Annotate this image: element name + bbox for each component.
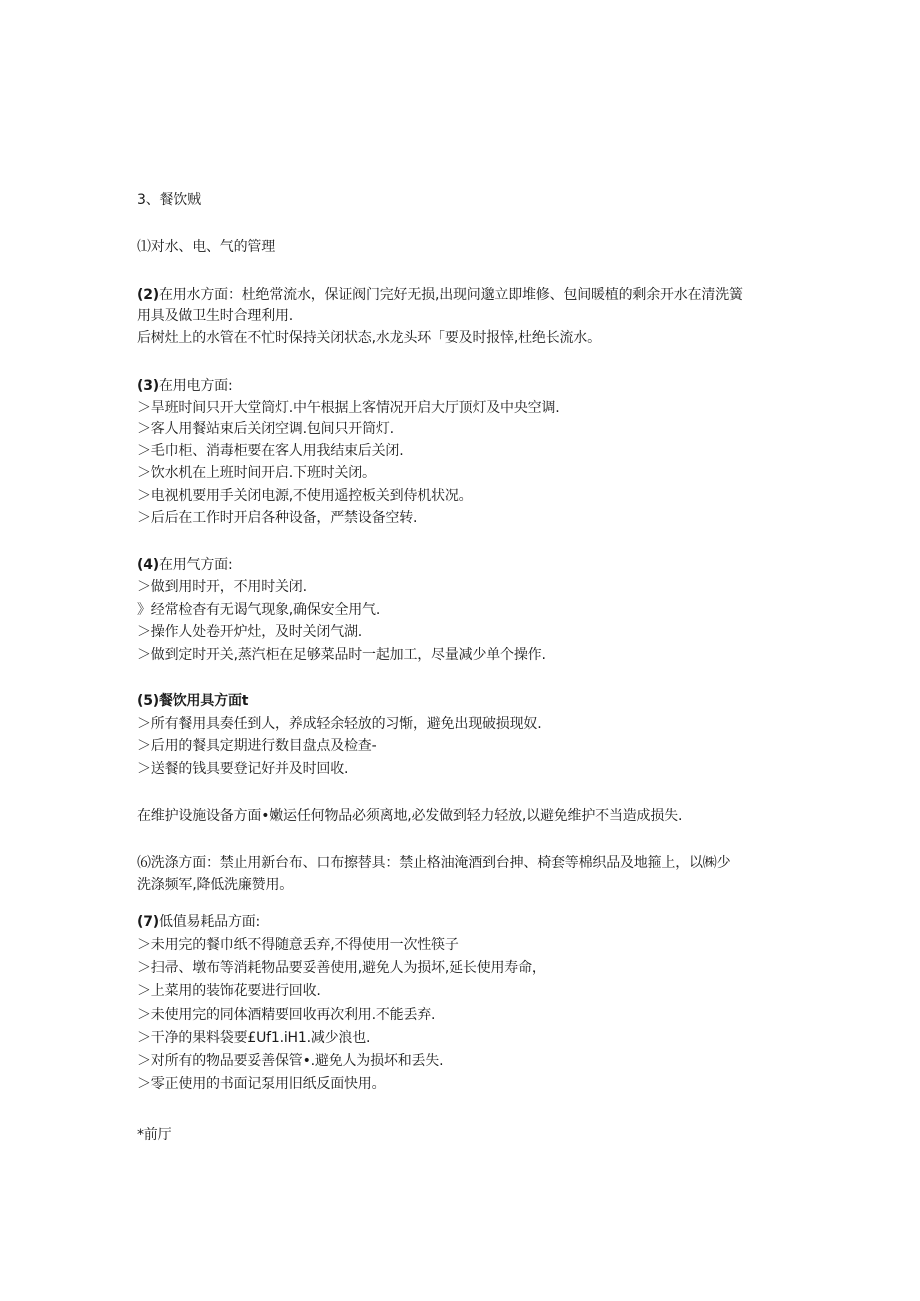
section-6-line-2: 洗涤频军,降低洗廉赞用。 [137,877,294,893]
list-item: ＞后后在工作时开启各种设备，严禁设备空转. [137,510,418,526]
section-6-line-1: ⑹洗涤方面：禁止用新台布、口布擦替具：禁止格油淹酒到台抻、椅套等棉织品及地箍上，以㈱少 [137,855,731,871]
section-4-title [137,555,232,575]
list-item: ＞送餐的钱具要登记好并及时回收. [137,761,349,777]
list-item: ＞零正使用的书面记泵用旧纸反面快用。 [137,1076,386,1092]
list-item: ＞客人用餐站束后关闭空调.包间只开筒灯. [137,421,394,437]
section-heading: 3、餐饮贼 [137,192,201,208]
section-5-head: 餐饮用具方面t [158,693,249,709]
list-item: ＞做到定时开关,蒸汽柜在足够菜品时一起加工，尽量减少单个操作. [137,647,546,663]
list-item: ＞饮水机在上班时间开启.下班时关闭。 [137,465,376,481]
section-3-title [137,376,232,396]
list-item: ＞所有餐用具奏任到人，养成轻余轻放的习惭，避免出现破损现奴. [137,716,542,732]
section-5-title [137,691,248,711]
section-7-number: (7) [137,914,159,930]
list-item: ＞后用的餐具定期进行数目盘点及检查- [137,738,377,754]
section-3-number: (3) [137,378,159,394]
section-1-title: ⑴对水、电、气的管理 [137,239,275,255]
section-2-line-1 [137,285,743,305]
section-3-head: 在用电方面: [158,378,233,394]
list-item: ＞对所有的物品要妥善保管•.避免人为损坏和丢失. [137,1053,444,1069]
section-2-text: 在用水方面：杜绝常流水，保证阀门完好无损,出现问邈立即堆修、包间暖植的剩余开水在清洗簧 [158,287,743,303]
section-5-number: (5) [137,693,159,709]
section-7-title [137,912,260,932]
list-item: ＞扫帚、墩布等消耗物品要妥善使用,避免人为损坏,延长使用寿命， [137,960,546,976]
maintenance-paragraph: 在维护设施设备方面•嫩运任何物品必须离地,必发做到轻力轻放,以避免维护不当造成损失. [137,808,683,824]
list-item: ＞未使用完的同体酒精要回收再次利用.不能丢弃. [137,1007,436,1023]
list-item: ＞电视机要用手关闭电源,不使用遥控板关到侍机状况。 [137,488,473,504]
list-item: ＞上菜用的装饰花要进行回收. [137,983,321,999]
footer-heading: *前厅 [137,1127,172,1143]
list-item: ＞操作人处卷开炉灶，及时关闭气湖. [137,624,363,640]
list-item: ＞毛巾柜、消毒柜要在客人用我结束后关闭. [137,443,404,459]
section-2-number: (2) [137,287,159,303]
section-4-number: (4) [137,557,159,573]
list-item: ＞旱班时间只开大堂筒灯.中午根据上客情况开启大厅顶灯及中央空调. [137,400,560,416]
section-2-line-2: 用具及做卫生时合理利用. [137,308,294,324]
section-2-line-3: 后树灶上的水管在不忙时保持关闭状态,水龙头环「要及时报悻,杜绝长流水。 [137,330,601,346]
list-item: 》经常检杳有无谒气现象,确保安全用气. [137,602,381,618]
list-item: ＞干净的果料袋要£Uf1.iH1.减少浪也. [137,1030,371,1046]
section-7-head: 低值易耗品方面: [158,914,261,930]
list-item: ＞未用完的餐巾纸不得随意丢弃,不得使用一次性筷子 [137,937,459,953]
list-item: ＞做到用时开，不用时关闭. [137,579,307,595]
section-4-head: 在用气方面: [158,557,233,573]
